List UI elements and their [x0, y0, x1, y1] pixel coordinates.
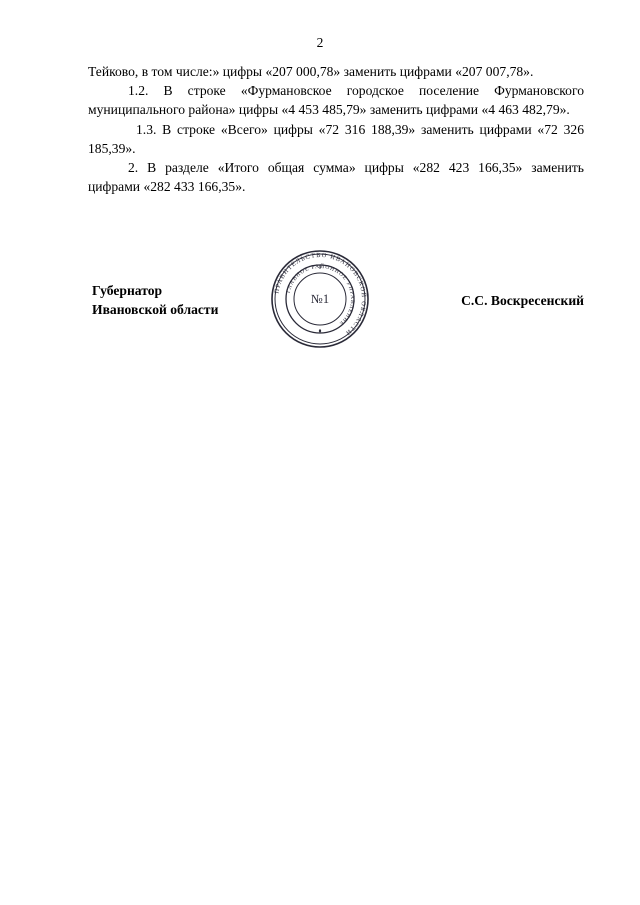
paragraph-2: 2. В разделе «Итого общая сумма» цифры «282 423 166,35» заменить цифрами «282 433 166,35».	[88, 160, 584, 195]
signature-title	[92, 281, 218, 319]
signature-name: С.С. Воскресенский	[461, 293, 584, 308]
paragraph-continuation: Тейково, в том числе:» цифры «207 000,78» заменить цифрами «207 007,78».	[88, 64, 534, 79]
signature-title-line-1: Губернатор	[92, 283, 163, 298]
page-number: 2	[316, 35, 324, 50]
signature-title-line-2: Ивановской области	[92, 302, 219, 318]
official-stamp-icon	[267, 246, 373, 352]
paragraph-1-3: 1.3. В строке «Всего» цифры «72 316 188,39» заменить цифрами «72 326 185,39».	[88, 121, 584, 156]
paragraph-1-2: 1.2. В строке «Фурмановское городское поселение Фурмановского муниципального района» цифры «4 453 485,79» заменить цифрами «4 463 482,79».	[88, 83, 584, 118]
svg-text:ПРАВИТЕЛЬСТВО ИВАНОВСКОЙ ОБЛАС: ПРАВИТЕЛЬСТВО ИВАНОВСКОЙ ОБЛАСТИ	[273, 251, 368, 337]
stamp-center-label: №1	[310, 291, 330, 306]
svg-text:ГЛАВНОЕ РАЙОННОЕ УПРАВЛЕНИЕ: ГЛАВНОЕ РАЙОННОЕ УПРАВЛЕНИЕ	[285, 263, 356, 327]
document-body	[88, 62, 584, 196]
